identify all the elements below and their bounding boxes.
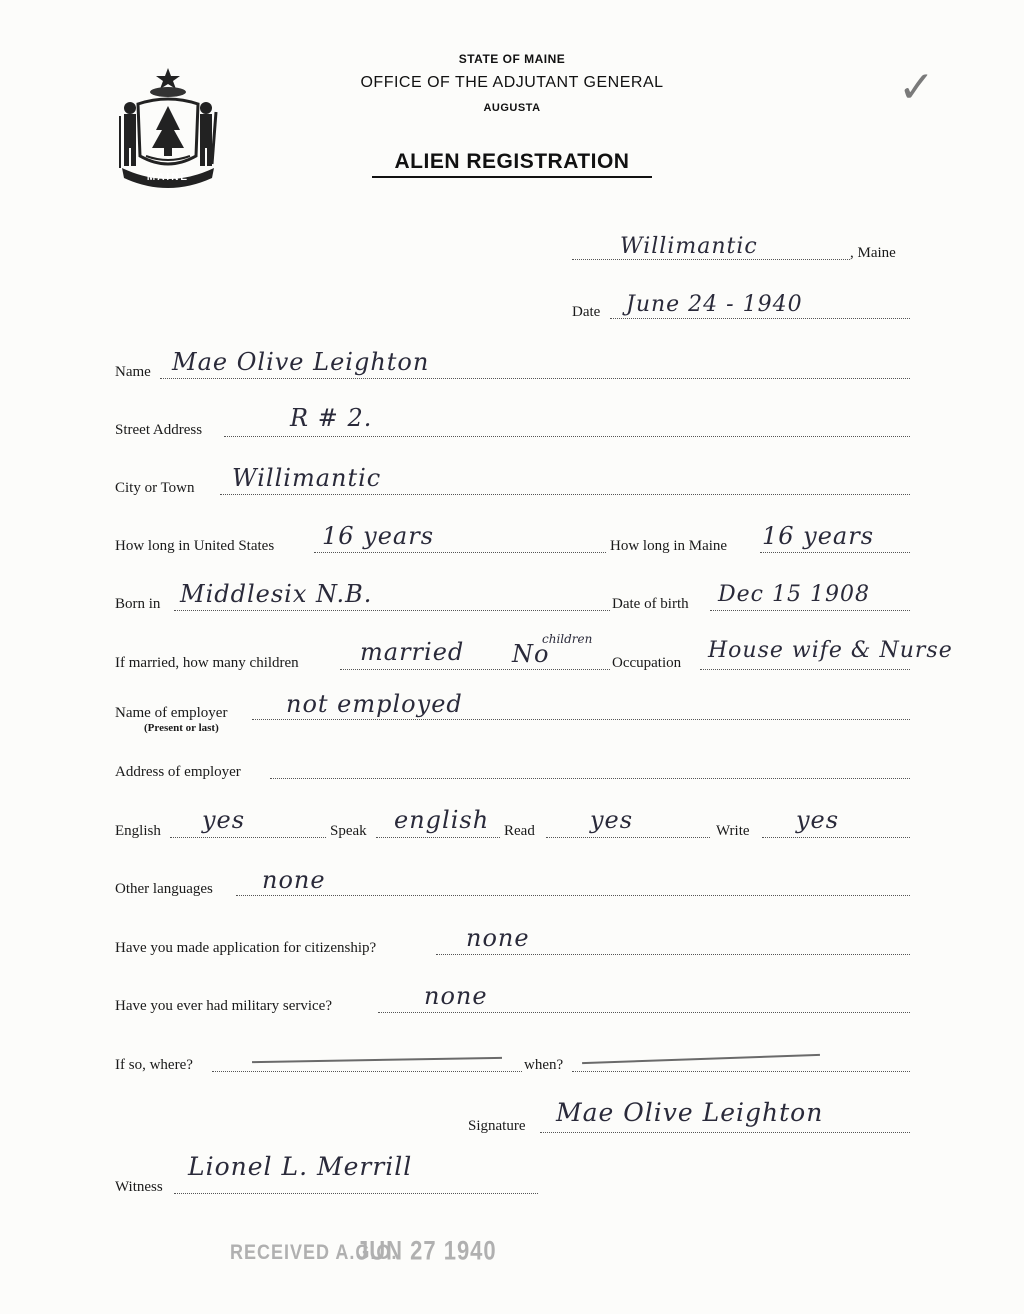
citizenship-line — [436, 954, 910, 955]
english-value: yes — [202, 806, 246, 834]
employer-sublabel: (Present or last) — [144, 722, 219, 734]
employer-label: Name of employer — [115, 705, 228, 721]
us-years-label: How long in United States — [115, 538, 275, 554]
write-label: Write — [716, 823, 750, 839]
when-dash — [582, 1054, 820, 1064]
state-seal-icon — [112, 64, 224, 188]
where-label: If so, where? — [115, 1057, 193, 1073]
city-heading: AUGUSTA — [483, 102, 541, 114]
employer-address-line — [270, 778, 910, 779]
date-value: June 24 - 1940 — [626, 292, 803, 317]
military-line — [378, 1012, 910, 1013]
dob-value: Dec 15 1908 — [718, 582, 870, 607]
me-years-value: 16 years — [762, 522, 875, 550]
signature-line — [540, 1132, 910, 1133]
occupation-line — [700, 669, 910, 670]
other-lang-line — [236, 895, 910, 896]
signature-value: Mae Olive Leighton — [556, 1098, 824, 1127]
street-label: Street Address — [115, 422, 203, 438]
dob-line — [710, 610, 910, 611]
received-stamp: RECEIVED A.G.O. — [230, 1239, 398, 1264]
city-line — [220, 494, 910, 495]
received-stamp-date: JUN 27 1940 — [356, 1235, 497, 1266]
read-line — [546, 837, 710, 838]
read-value: yes — [590, 806, 634, 834]
where-dash — [252, 1057, 502, 1063]
title-underline — [372, 176, 652, 178]
speak-line — [376, 837, 500, 838]
street-line — [224, 436, 910, 437]
office-heading: OFFICE OF THE ADJUTANT GENERAL — [360, 74, 664, 91]
witness-value: Lionel L. Merrill — [188, 1152, 413, 1181]
read-label: Read — [504, 823, 535, 839]
us-years-value: 16 years — [322, 522, 435, 550]
other-lang-value: none — [262, 866, 326, 894]
me-years-label: How long in Maine — [610, 538, 728, 554]
write-line — [762, 837, 910, 838]
form-title: ALIEN REGISTRATION — [394, 150, 630, 173]
born-line — [174, 610, 610, 611]
married-line — [340, 669, 610, 670]
speak-label: Speak — [330, 823, 367, 839]
name-value: Mae Olive Leighton — [172, 348, 430, 376]
date-label: Date — [572, 304, 601, 320]
occupation-value: House wife & Nurse — [708, 638, 953, 663]
children-value: No — [512, 640, 550, 668]
born-value: Middlesix N.B. — [180, 580, 373, 608]
married-value: married — [360, 638, 465, 666]
seal-motto: MAINE — [146, 172, 190, 183]
employer-line — [252, 719, 910, 720]
where-line — [212, 1071, 522, 1072]
place-suffix: , Maine — [850, 245, 896, 261]
us-years-line — [314, 552, 606, 553]
military-value: none — [424, 982, 488, 1010]
check-mark-icon: ✓ — [898, 62, 935, 113]
city-label: City or Town — [115, 480, 195, 496]
witness-label: Witness — [115, 1179, 163, 1195]
when-label: when? — [524, 1057, 564, 1073]
citizenship-value: none — [466, 924, 530, 952]
speak-value: english — [394, 806, 490, 834]
write-value: yes — [796, 806, 840, 834]
citizenship-label: Have you made application for citizenship? — [115, 940, 377, 956]
dob-label: Date of birth — [612, 596, 689, 612]
english-line — [170, 837, 326, 838]
me-years-line — [760, 552, 910, 553]
military-label: Have you ever had military service? — [115, 998, 332, 1014]
when-line — [572, 1071, 910, 1072]
born-label: Born in — [115, 596, 161, 612]
signature-label: Signature — [468, 1118, 526, 1134]
place-line — [572, 259, 850, 260]
name-line — [160, 378, 910, 379]
street-value: R # 2. — [290, 404, 373, 432]
other-lang-label: Other languages — [115, 881, 213, 897]
english-label: English — [115, 823, 161, 839]
date-line — [610, 318, 910, 319]
occupation-label: Occupation — [612, 655, 682, 671]
employer-value: not employed — [286, 690, 463, 718]
married-label: If married, how many children — [115, 655, 299, 671]
state-heading: STATE OF MAINE — [458, 52, 566, 66]
name-label: Name — [115, 364, 151, 380]
place-value: Willimantic — [620, 234, 758, 259]
employer-address-label: Address of employer — [115, 764, 241, 780]
witness-line — [174, 1193, 538, 1194]
city-value: Willimantic — [232, 464, 382, 492]
children-note: children — [542, 632, 593, 646]
